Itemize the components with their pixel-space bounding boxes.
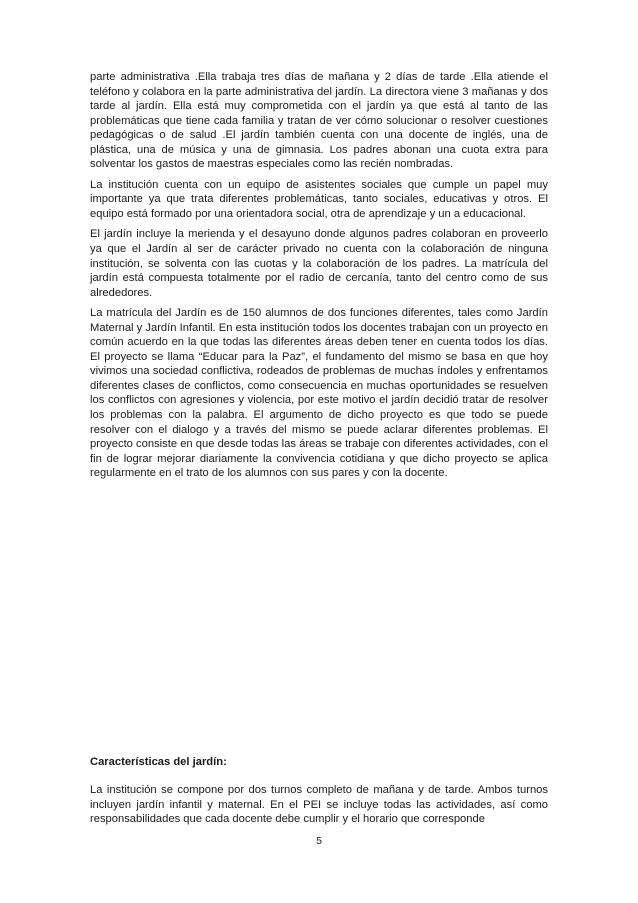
paragraph-2: La institución cuenta con un equipo de asistentes sociales que cumple un papel muy importante ya que trata diferentes problemáticas, tanto sociales, educativas y otros. El equipo está formado por una orientadora social, otra de aprendizaje y un a educacional. xyxy=(90,178,548,220)
section-heading: Características del jardín: xyxy=(90,756,227,768)
paragraph-1: parte administrativa .Ella trabaja tres días de mañana y 2 días de tarde .Ella atiende el teléfono y colabora en la parte administrativa del jardín. La directora viene 3 mañanas y dos tarde al jardín. Ella está muy comprometida con el jardín ya que está al tanto de las problemáticas que tiene cada familia y tratan de ver cómo solucionar o resolver cuestiones pedagógicas o de salud .El jardín también cuenta con una docente de inglés, una de plástica, una de música y una de gimnasia. Los padres abonan una cuota extra para solventar los gastos de maestras especiales como las recién nombradas. xyxy=(90,71,548,171)
page-number: 5 xyxy=(316,835,322,847)
section-paragraph: La institución se compone por dos turnos completo de mañana y de tarde. Ambos turnos incluyen jardín infantil y maternal. En el PEI se incluye todas las actividades, así como responsabilidades que cada docente debe cumplir y el horario que corresponde xyxy=(90,784,548,826)
body-text xyxy=(90,70,548,487)
paragraph-3: El jardín incluye la merienda y el desayuno donde algunos padres colaboran en proveerlo ya que el Jardín al ser de carácter privado no cuenta con la colaboración de ninguna institución, se solventa con las cuotas y la colaboración de los padres. La matrícula del jardín está compuesta totalmente por el radio de cercanía, tanto del centro como de sus alrededores. xyxy=(90,228,548,299)
paragraph-4: La matrícula del Jardín es de 150 alumnos de dos funciones diferentes, tales como Jardín Maternal y Jardín Infantil. En esta institución todos los docentes trabajan con un proyecto en común acuerdo en la que todas las diferentes áreas deben tener en cuenta todos los días. El proyecto se llama “Educar para la Paz”, el fundamento del mismo se basa en que hoy vivimos una sociedad conflictiva, rodeados de problemas de muchas índoles y enfrentamos diferentes clases de conflictos, como consecuencia en muchas oportunidades se resuelven los conflictos con agresiones y violencia, por este motivo el jardín decidió tratar de resolver los problemas con la palabra. El argumento de dicho proyecto es que todo se puede resolver con el dialogo y a través del mismo se puede aclarar diferentes problemas. El proyecto consiste en que desde todas las áreas se trabaje con diferentes actividades, con el fin de lograr mejorar diariamente la convivencia cotidiana y que dicho proyecto se aplica regularmente en el trato de los alumnos con sus pares y con la docente. xyxy=(90,307,548,480)
